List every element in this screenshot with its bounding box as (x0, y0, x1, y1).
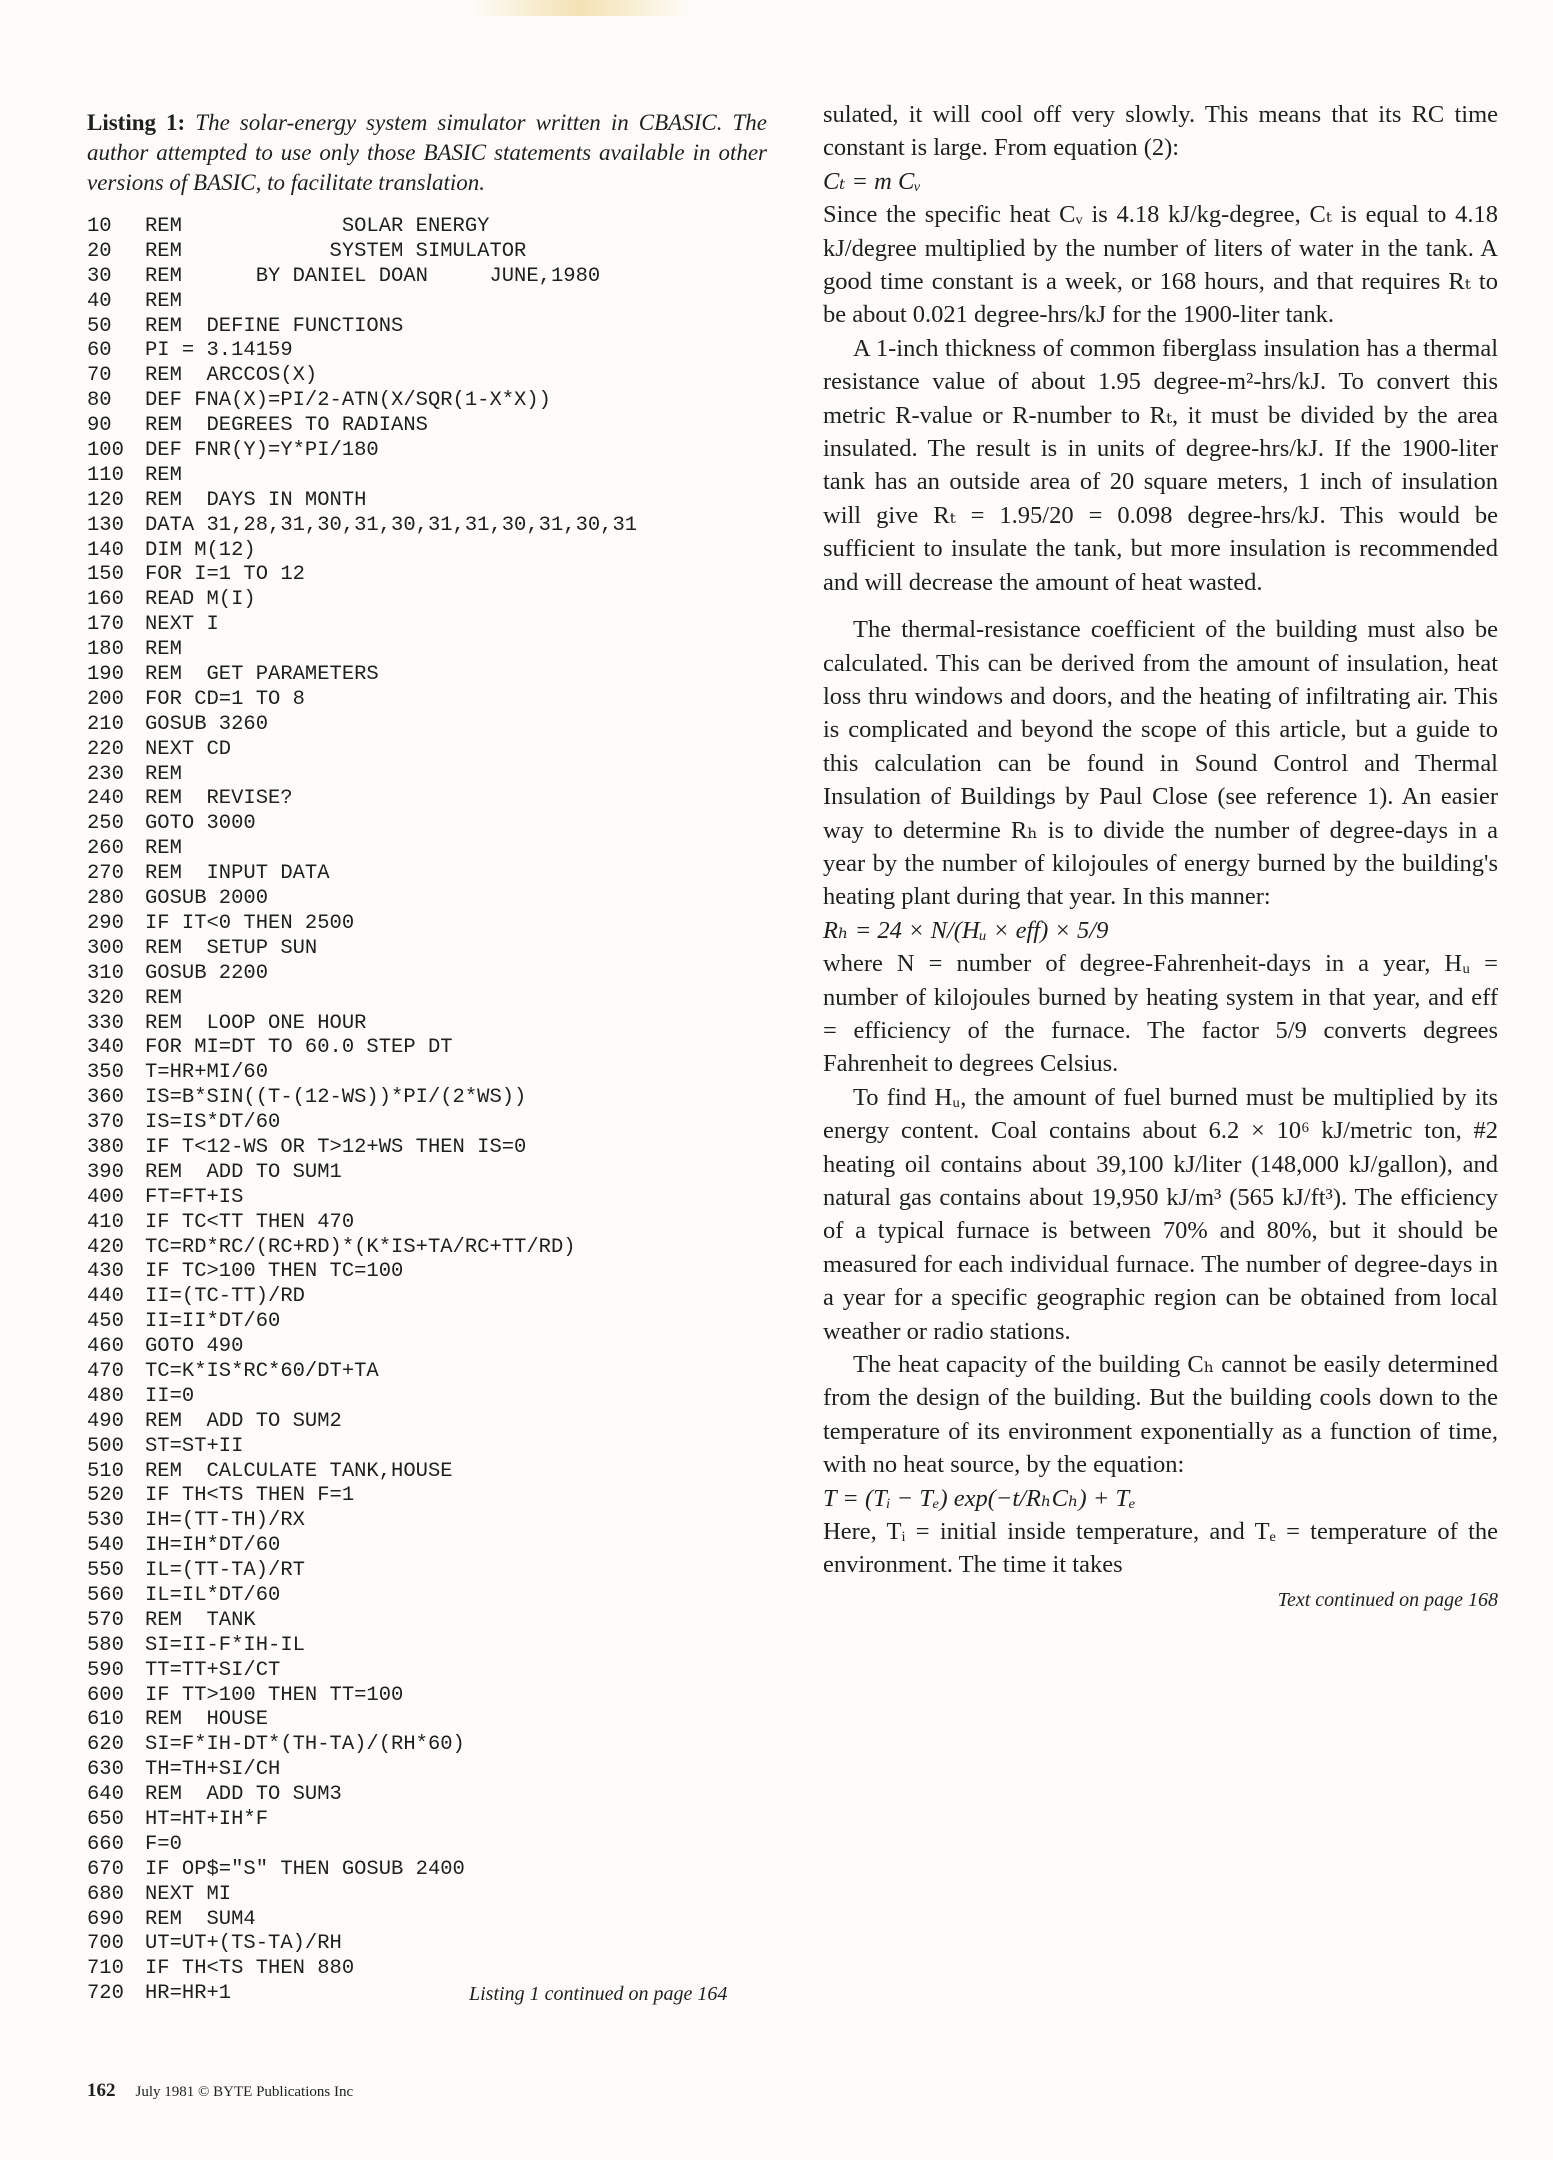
line-number: 450 (87, 1310, 124, 1334)
code-line (87, 1758, 767, 1783)
code-statement: DATA 31,28,31,30,31,30,31,31,30,31,30,31 (145, 513, 638, 537)
line-number: 610 (87, 1708, 124, 1732)
line-number: 280 (87, 887, 124, 911)
code-statement: SI=F*IH-DT*(TH-TA)/(RH*60) (145, 1733, 465, 1757)
listing-caption (87, 108, 767, 198)
code-line (87, 1410, 767, 1435)
equation-building-resistance: Rₕ = 24 × N/(Hᵤ × eff) × 5/9 (823, 916, 1109, 944)
line-number: 210 (87, 712, 124, 736)
line-number: 270 (87, 862, 124, 886)
code-line (87, 787, 767, 812)
code-statement: REM (145, 463, 182, 487)
page-footer (87, 2080, 353, 2102)
code-statement: GOSUB 3260 (145, 712, 269, 736)
code-line (87, 1733, 767, 1758)
code-line (87, 1833, 767, 1858)
code-line (87, 1783, 767, 1808)
code-statement: IL=IL*DT/60 (145, 1583, 281, 1607)
paragraph-4: The thermal-resistance coefficient of the building must also be calculated. This can be derived from the amount of insulation, heat loss thru windows and doors, and the heating of infiltrating air. This is complicated and beyond the scope of this article, but a guide to this calculation can be found in Sound Control and Thermal Insulation of Buildings by Paul Close (see reference 1). An easier way to determine Rₕ is to divide the number of degree-days in a year by the number of kilojoules of energy burned by the building's heating plant during that year. In this manner: (823, 616, 1498, 911)
line-number: 300 (87, 936, 124, 960)
code-statement: IF T<12-WS OR T>12+WS THEN IS=0 (145, 1135, 527, 1159)
code-statement: HR=HR+1 (145, 1982, 232, 2006)
code-line (87, 1484, 767, 1509)
line-number: 550 (87, 1559, 124, 1583)
code-statement: REM SYSTEM SIMULATOR (145, 239, 527, 263)
code-statement: IS=IS*DT/60 (145, 1111, 281, 1135)
line-number: 50 (87, 314, 112, 338)
code-statement: FOR I=1 TO 12 (145, 563, 305, 587)
line-number: 630 (87, 1758, 124, 1782)
line-number: 370 (87, 1111, 124, 1135)
code-line (87, 638, 767, 663)
code-statement: IH=IH*DT/60 (145, 1534, 281, 1558)
line-number: 330 (87, 1011, 124, 1035)
code-statement: REM (145, 638, 182, 662)
line-number: 320 (87, 986, 124, 1010)
code-statement: TC=K*IS*RC*60/DT+TA (145, 1359, 379, 1383)
code-line (87, 1360, 767, 1385)
code-statement: UT=UT+(TS-TA)/RH (145, 1932, 342, 1956)
code-statement: PI = 3.14159 (145, 339, 293, 363)
line-number: 460 (87, 1335, 124, 1359)
line-number: 530 (87, 1509, 124, 1533)
line-number: 690 (87, 1907, 124, 1931)
code-statement: TT=TT+SI/CT (145, 1658, 281, 1682)
line-number: 230 (87, 762, 124, 786)
code-line (87, 1236, 767, 1261)
line-number: 250 (87, 812, 124, 836)
line-number: 700 (87, 1932, 124, 1956)
right-column (823, 98, 1498, 1617)
code-statement: REM LOOP ONE HOUR (145, 1011, 367, 1035)
code-line (87, 912, 767, 937)
code-statement: GOSUB 2000 (145, 887, 269, 911)
line-number: 260 (87, 837, 124, 861)
code-statement: DIM M(12) (145, 538, 256, 562)
code-line (87, 1908, 767, 1933)
line-number: 410 (87, 1210, 124, 1234)
code-line (87, 962, 767, 987)
code-line (87, 1684, 767, 1709)
code-statement: II=II*DT/60 (145, 1310, 281, 1334)
code-statement: REM ADD TO SUM3 (145, 1783, 342, 1807)
line-number: 570 (87, 1608, 124, 1632)
equation-cooling: T = (Tᵢ − Tₑ) exp(−t/RₕCₕ) + Tₑ (823, 1484, 1136, 1512)
line-number: 90 (87, 414, 112, 438)
code-statement: REM SETUP SUN (145, 936, 318, 960)
code-line (87, 763, 767, 788)
code-statement: HT=HT+IH*F (145, 1808, 269, 1831)
text-continued-note: Text continued on page 168 (1277, 1588, 1498, 1611)
code-line (87, 1186, 767, 1211)
code-statement: IF IT<0 THEN 2500 (145, 911, 355, 935)
code-statement: REM SUM4 (145, 1907, 256, 1931)
line-number: 650 (87, 1808, 124, 1831)
code-line (87, 265, 767, 290)
line-number: 380 (87, 1135, 124, 1159)
code-line (87, 414, 767, 439)
paragraph-3: A 1-inch thickness of common fiberglass insulation has a thermal resistance value of about 1.95 degree-m²-hrs/kJ. To convert this metric R-value or R-number to Rₜ, it must be divided by the area insulated. The result is in units of degree-hrs/kJ. If the 1900-liter tank has an outside area of 20 square meters, 1 inch of insulation will give Rₜ = 1.95/20 = 0.098 degree-hrs/kJ. This would be sufficient to insulate the tank, but more insulation is recommended and will decrease the amount of heat wasted. (823, 334, 1498, 596)
code-line (87, 1310, 767, 1335)
code-line (87, 887, 767, 912)
code-line (87, 1086, 767, 1111)
code-line (87, 1932, 767, 1957)
code-line (87, 812, 767, 837)
line-number: 130 (87, 513, 124, 537)
code-listing (87, 215, 767, 2007)
scan-smudge (470, 0, 690, 16)
code-line (87, 339, 767, 364)
code-line (87, 1460, 767, 1485)
line-number: 600 (87, 1683, 124, 1707)
page-number: 162 (87, 2080, 116, 2101)
code-statement: GOTO 490 (145, 1335, 244, 1359)
line-number: 480 (87, 1384, 124, 1408)
code-line (87, 1509, 767, 1534)
code-statement: GOTO 3000 (145, 812, 256, 836)
line-number: 640 (87, 1783, 124, 1807)
code-line (87, 1534, 767, 1559)
code-line (87, 1559, 767, 1584)
code-line (87, 713, 767, 738)
code-line (87, 389, 767, 414)
code-statement: IF TH<TS THEN 880 (145, 1957, 355, 1981)
code-line (87, 539, 767, 564)
equation-tank-capacity: Cₜ = m Cᵥ (823, 167, 922, 195)
code-statement: IL=(TT-TA)/RT (145, 1559, 305, 1583)
code-statement: REM HOUSE (145, 1708, 269, 1732)
paragraph-8: Here, Tᵢ = initial inside temperature, and Tₑ = temperature of the environment. The time it takes (823, 1518, 1498, 1579)
line-number: 500 (87, 1434, 124, 1458)
caption-label: Listing 1: (87, 110, 186, 135)
code-line (87, 464, 767, 489)
paragraph-5: where N = number of degree-Fahrenheit-days in a year, Hᵤ = number of kilojoules burned by heating system in that year, and eff = efficiency of the furnace. The factor 5/9 converts degrees Fahrenheit to degrees Celsius. (823, 950, 1498, 1078)
code-statement: NEXT MI (145, 1882, 232, 1906)
code-line (87, 1260, 767, 1285)
line-number: 400 (87, 1185, 124, 1209)
code-statement: DEF FNR(Y)=Y*PI/180 (145, 439, 379, 463)
line-number: 620 (87, 1733, 124, 1757)
code-statement: NEXT I (145, 613, 219, 637)
line-number: 580 (87, 1633, 124, 1657)
code-line (87, 439, 767, 464)
code-line (87, 1584, 767, 1609)
line-number: 110 (87, 463, 124, 487)
line-number: 180 (87, 638, 124, 662)
left-column (87, 108, 767, 2007)
code-line (87, 1808, 767, 1833)
line-number: 430 (87, 1260, 124, 1284)
code-statement: REM DAYS IN MONTH (145, 488, 367, 512)
paragraph-7: The heat capacity of the building Cₕ cannot be easily determined from the design of the building. But the building cools down to the temperature of its environment exponentially as a function of time, with no heat source, by the equation: (823, 1351, 1498, 1479)
code-statement: REM DEGREES TO RADIANS (145, 414, 428, 438)
code-line (87, 588, 767, 613)
code-line (87, 1036, 767, 1061)
line-number: 60 (87, 339, 112, 363)
code-line (87, 613, 767, 638)
line-number: 10 (87, 215, 112, 238)
code-line (87, 738, 767, 763)
line-number: 120 (87, 488, 124, 512)
line-number: 470 (87, 1359, 124, 1383)
code-line (87, 1385, 767, 1410)
code-statement: IF TC<TT THEN 470 (145, 1210, 355, 1234)
line-number: 520 (87, 1484, 124, 1508)
code-statement: IF TH<TS THEN F=1 (145, 1484, 355, 1508)
code-line (87, 937, 767, 962)
line-number: 510 (87, 1459, 124, 1483)
code-statement: REM (145, 762, 182, 786)
line-number: 240 (87, 787, 124, 811)
code-statement: T=HR+MI/60 (145, 1061, 269, 1085)
paragraph-1: sulated, it will cool off very slowly. This means that its RC time constant is large. From equation (2): (823, 101, 1498, 162)
code-statement: IS=B*SIN((T-(12-WS))*PI/(2*WS)) (145, 1086, 527, 1110)
code-line (87, 987, 767, 1012)
code-line (87, 1211, 767, 1236)
code-line (87, 563, 767, 588)
issue-line: July 1981 © BYTE Publications Inc (135, 2084, 354, 2100)
line-number: 220 (87, 737, 124, 761)
code-statement: REM ARCCOS(X) (145, 364, 318, 388)
code-statement: REM CALCULATE TANK,HOUSE (145, 1459, 453, 1483)
paragraph-6: To find Hᵤ, the amount of fuel burned must be multiplied by its energy content. Coal contains about 6.2 × 10⁶ kJ/metric ton, #2 heating oil contains about 39,100 kJ/liter (148,000 kJ/gallon), and natural gas contains about 19,950 kJ/m³ (565 kJ/ft³). The efficiency of a typical furnace is between 70% and 80%, but it should be measured for each individual furnace. The number of degree-days in a year for a specific geographic region can be obtained from local weather or radio stations. (823, 1083, 1498, 1345)
code-statement: REM (145, 289, 182, 313)
code-line (87, 862, 767, 887)
code-line (87, 240, 767, 265)
line-number: 70 (87, 364, 112, 388)
line-number: 560 (87, 1583, 124, 1607)
code-statement: REM (145, 837, 182, 861)
line-number: 340 (87, 1036, 124, 1060)
code-line (87, 1285, 767, 1310)
line-number: 140 (87, 538, 124, 562)
caption-text: The solar-energy system simulator written in CBASIC. The author attempted to use only those BASIC statements available in other versions of BASIC, to facilitate translation. (87, 110, 768, 195)
code-statement: REM BY DANIEL DOAN JUNE,1980 (145, 264, 601, 288)
line-number: 190 (87, 663, 124, 687)
code-statement: REM INPUT DATA (145, 862, 330, 886)
code-statement: REM SOLAR ENERGY (145, 215, 490, 238)
code-statement: IF OP$="S" THEN GOSUB 2400 (145, 1857, 465, 1881)
code-statement: REM GET PARAMETERS (145, 663, 379, 687)
paragraph-2: Since the specific heat Cᵥ is 4.18 kJ/kg-degree, Cₜ is equal to 4.18 kJ/degree multiplied by the number of liters of water in the tank. A good time constant is a week, or 168 hours, and that requires Rₜ to be about 0.021 degree-hrs/kJ for the 1900-liter tank. (823, 201, 1498, 329)
code-line (87, 1061, 767, 1086)
code-statement: REM (145, 986, 182, 1010)
code-line (87, 1111, 767, 1136)
code-statement: REM ADD TO SUM1 (145, 1160, 342, 1184)
line-number: 30 (87, 264, 112, 288)
line-number: 290 (87, 911, 124, 935)
code-statement: TH=TH+SI/CH (145, 1758, 281, 1782)
code-statement: FOR MI=DT TO 60.0 STEP DT (145, 1036, 453, 1060)
line-number: 590 (87, 1658, 124, 1682)
code-statement: GOSUB 2200 (145, 961, 269, 985)
code-line (87, 1982, 767, 2007)
code-statement: SI=II-F*IH-IL (145, 1633, 305, 1657)
code-line (87, 364, 767, 389)
code-line (87, 1012, 767, 1037)
code-statement: F=0 (145, 1832, 182, 1856)
line-number: 360 (87, 1086, 124, 1110)
code-line (87, 1708, 767, 1733)
code-line (87, 215, 767, 240)
code-line (87, 1136, 767, 1161)
code-line (87, 290, 767, 315)
line-number: 100 (87, 439, 124, 463)
code-line (87, 1435, 767, 1460)
code-statement: REM REVISE? (145, 787, 293, 811)
code-line (87, 1858, 767, 1883)
code-line (87, 1659, 767, 1684)
code-statement: NEXT CD (145, 737, 232, 761)
code-statement: REM TANK (145, 1608, 256, 1632)
code-statement: DEF FNA(X)=PI/2-ATN(X/SQR(1-X*X)) (145, 389, 551, 413)
line-number: 710 (87, 1957, 124, 1981)
line-number: 200 (87, 687, 124, 711)
code-statement: REM ADD TO SUM2 (145, 1409, 342, 1433)
code-statement: REM DEFINE FUNCTIONS (145, 314, 404, 338)
line-number: 350 (87, 1061, 124, 1085)
code-statement: II=0 (145, 1384, 195, 1408)
code-line (87, 688, 767, 713)
line-number: 440 (87, 1285, 124, 1309)
line-number: 420 (87, 1235, 124, 1259)
code-line (87, 514, 767, 539)
code-line (87, 837, 767, 862)
line-number: 540 (87, 1534, 124, 1558)
line-number: 160 (87, 588, 124, 612)
code-line (87, 1883, 767, 1908)
code-line (87, 489, 767, 514)
code-line (87, 1335, 767, 1360)
code-line (87, 663, 767, 688)
code-line (87, 1957, 767, 1982)
line-number: 490 (87, 1409, 124, 1433)
line-number: 390 (87, 1160, 124, 1184)
code-statement: FOR CD=1 TO 8 (145, 687, 305, 711)
code-statement: FT=FT+IS (145, 1185, 244, 1209)
code-statement: II=(TC-TT)/RD (145, 1285, 305, 1309)
line-number: 680 (87, 1882, 124, 1906)
code-statement: ST=ST+II (145, 1434, 244, 1458)
code-statement: TC=RD*RC/(RC+RD)*(K*IS+TA/RC+TT/RD) (145, 1235, 576, 1259)
code-line (87, 1609, 767, 1634)
line-number: 40 (87, 289, 112, 313)
line-number: 670 (87, 1857, 124, 1881)
line-number: 310 (87, 961, 124, 985)
code-statement: IF TC>100 THEN TC=100 (145, 1260, 404, 1284)
code-statement: IH=(TT-TH)/RX (145, 1509, 305, 1533)
line-number: 720 (87, 1982, 124, 2006)
line-number: 80 (87, 389, 112, 413)
line-number: 660 (87, 1832, 124, 1856)
code-statement: IF TT>100 THEN TT=100 (145, 1683, 404, 1707)
code-statement: READ M(I) (145, 588, 256, 612)
line-number: 170 (87, 613, 124, 637)
listing-continued-note: Listing 1 continued on page 164 (469, 1983, 728, 2006)
code-line (87, 1634, 767, 1659)
line-number: 150 (87, 563, 124, 587)
line-number: 20 (87, 239, 112, 263)
code-line (87, 315, 767, 340)
code-line (87, 1161, 767, 1186)
